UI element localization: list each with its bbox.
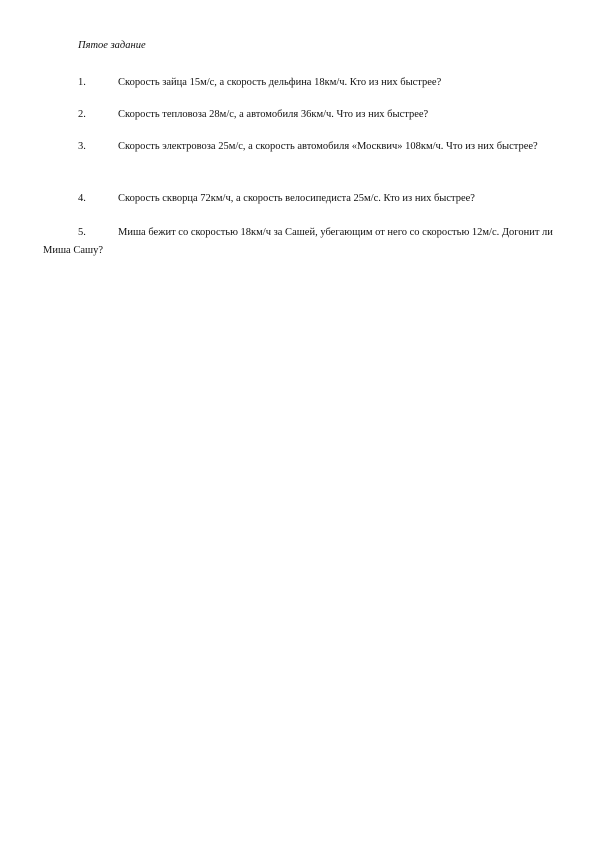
task-number: 3. [78, 141, 86, 152]
task-item-2 [43, 106, 553, 124]
task-text: Скорость зайца 15м/с, а скорость дельфина 18км/ч. Кто из них быстрее? [118, 77, 442, 88]
task-item-4 [43, 190, 553, 208]
task-text: Скорость скворца 72км/ч, а скорость велосипедиста 25м/с. Кто из них быстрее? [118, 193, 475, 204]
task-number: 1. [78, 77, 86, 88]
task-text: Миша бежит со скоростью 18км/ч за Сашей, убегающим от него со скоростью 12м/с. Догонит ли Миша Сашу? [43, 227, 553, 256]
task-number: 5. [78, 227, 86, 238]
task-heading: Пятое задание [78, 40, 146, 51]
task-number: 4. [78, 193, 86, 204]
task-item-1 [43, 74, 553, 92]
task-text: Скорость тепловоза 28м/с, а автомобиля 36км/ч. Что из них быстрее? [118, 109, 429, 120]
task-number: 2. [78, 109, 86, 120]
task-item-5 [43, 224, 553, 260]
task-item-3 [43, 138, 553, 156]
task-text: Скорость электровоза 25м/с, а скорость автомобиля «Москвич» 108км/ч. Что из них быстрее? [118, 141, 538, 152]
